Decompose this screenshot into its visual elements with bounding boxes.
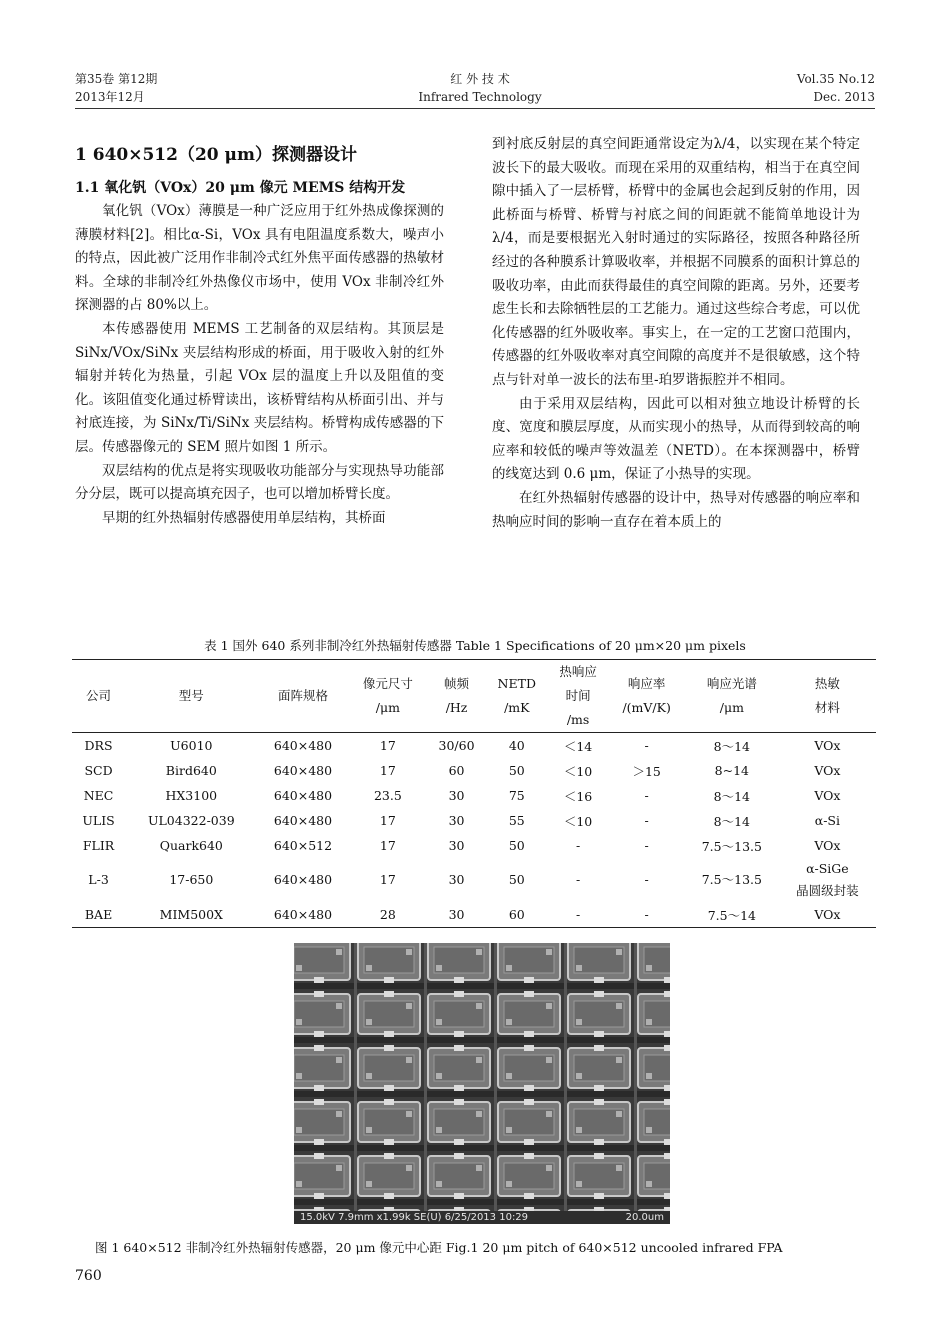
cell: ＞15 [632,763,661,779]
cell: - [575,907,581,922]
cell: 30 [448,838,465,853]
col-header-pixel: 像元尺寸 /μm [362,676,413,715]
table-row [72,833,876,858]
cell: 17 [379,872,396,887]
cell: VOx [814,838,841,853]
cell: - [644,907,649,922]
col-header-model: 型号 [178,688,204,703]
sem-parameters: 15.0kV 7.9mm x1.99k SE(U) 6/25/2013 10:29 [300,1212,529,1223]
page-number: 760 [75,1268,102,1284]
issue-date: 2013年12月 [75,90,145,104]
figure-caption: 图 1 640×512 非制冷红外热辐射传感器，20 μm 像元中心距 Fig.1 20 μm pitch of 640×512 uncooled infrared FPA [95,1240,783,1255]
cell: 640×480 [273,788,333,803]
table-row [72,902,876,928]
cell: 7.5～13.5 [701,872,762,887]
journal-volume-en [797,70,875,106]
cell: 75 [508,788,525,803]
col-header-company: 公司 [86,688,112,703]
cell: 8～14 [713,738,751,754]
sem-pixel-array-image [294,943,670,1211]
right-column [492,133,860,534]
cell: 640×480 [273,907,333,922]
cell: - [575,872,581,887]
cell: UL04322-039 [147,813,235,828]
paragraph: 在红外热辐射传感器的设计中，热导对传感器的响应率和热响应时间的影响一直存在着本质上的 [492,489,860,530]
cell: DRS [84,738,113,753]
cell: 17 [379,813,396,828]
sem-info-bar [294,1211,670,1224]
table-row [72,758,876,783]
cell: 640×480 [273,763,333,778]
cell: VOx [814,763,841,778]
cell: 640×480 [273,813,333,828]
cell: - [644,738,649,753]
scale-bar-label: 20.0um [625,1212,664,1223]
header-rule [75,108,875,109]
col-header-responsivity: 响应率 /(mV/K) [622,676,671,715]
cell: FLIR [82,838,115,853]
cell: 8～14 [713,813,751,829]
paragraph: 双层结构的优点是将实现吸收功能部分与实现热导功能部分分层，既可以提高填充因子，也可以增加桥臂长度。 [75,462,444,503]
cell: 17 [379,763,396,778]
cell: 7.5～13.5 [701,838,762,854]
issue-date-en: Dec. 2013 [813,90,875,104]
cell: - [644,872,649,887]
journal-name-cn: 红 外 技 术 [450,72,510,86]
cell: 8~14 [714,763,750,778]
paragraph: 由于采用双层结构，因此可以相对独立地设计桥臂的长度、宽度和膜层厚度，从而实现小的热导，从而得到较高的响应率和较低的噪声等效温差（NETD）。在本探测器中，桥臂的线宽达到 0.6 μm，保证了小热导的实现。 [492,395,860,483]
cell: - [644,813,649,828]
cell: 30 [448,813,465,828]
journal-name [330,70,630,106]
cell: - [644,838,649,853]
paragraph: 氧化钒（VOx）薄膜是一种广泛应用于红外热成像探测的薄膜材料[2]。相比α-Si，VOx 具有电阻温度系数大，噪声小的特点，因此被广泛用作非制冷式红外焦平面传感器的热敏材料。全球的非制冷红外热像仪市场中，使用 VOx 非制冷红外探测器的占 80%以上。 [75,203,444,314]
paragraph-continuation: 到衬底反射层的真空间距通常设定为λ/4，以实现在某个特定波长下的最大吸收。而现在采用的双重结构，相当于在真空间隙中插入了一层桥臂，桥臂中的金属也会起到反射的作用，因此桥面与桥臂、桥臂与衬底之间的间距就不能简单地设计为λ/4，而是要根据光入射时通过的实际路径，按照各种路径所经过的各种膜系计算吸收率，并根据不同膜系的面积计算总的吸收功率，由此而获得最佳的真空间隙的距离。另外，还要考虑生长和去除牺牲层的工艺能力。通过这些综合考虑，可以优化传感器的红外吸收率。事实上，在一定的工艺窗口范围内，传感器的红外吸收率对真空间隙的高度并不是很敏感，这个特点与针对单一波长的法布里-珀罗谐振腔并不相同。 [492,136,860,388]
cell: ＜10 [563,763,593,779]
cell: 8～14 [713,788,751,804]
col-header-frame: 帧频 /Hz [444,676,470,715]
table-row [72,783,876,808]
cell: ＜10 [563,813,593,829]
paragraph: 本传感器使用 MEMS 工艺制备的双层结构。其顶层是 SiNx/VOx/SiNx 夹层结构形成的桥面，用于吸收入射的红外辐射并转化为热量，引起 VOx 层的温度上升以及阻值的变化。该阻值变化通过桥臂读出，该桥臂结构从桥面引出、并与衬底连接，为 SiNx/Ti/SiNx 夹层结构。桥臂构成传感器的下层。传感器像元的 SEM 照片如图 1 所示。 [75,320,444,455]
cell: 640×480 [273,872,333,887]
table-row [72,733,876,759]
cell: Quark640 [159,838,223,853]
cell: 30/60 [438,738,475,753]
table-caption: 表 1 国外 640 系列非制冷红外热辐射传感器 Table 1 Specifications of 20 μm×20 μm pixels [204,638,746,653]
table-row [72,808,876,833]
cell: 17 [379,738,396,753]
left-column [75,200,444,530]
cell: 60 [508,907,525,922]
paragraph: 早期的红外热辐射传感器使用单层结构，其桥面 [102,509,386,526]
cell: 640×512 [273,838,333,853]
cell: α-SiGe 晶圆级封装 [796,861,859,898]
cell: 28 [379,907,396,922]
cell: VOx [814,738,841,753]
col-header-netd: NETD /mK [497,676,536,715]
cell: 40 [508,738,525,753]
cell: α-Si [814,813,840,828]
cell: 7.5～14 [707,907,756,923]
cell: 50 [508,872,525,887]
table-header-row [72,660,876,733]
cell: SCD [84,763,113,778]
volume-issue: 第35卷 第12期 [75,72,158,86]
col-header-spectrum: 响应光谱 /μm [706,676,757,715]
cell: Bird640 [165,763,217,778]
cell: - [575,838,581,853]
cell: L-3 [88,872,109,887]
cell: 17 [379,838,396,853]
cell: NEC [83,788,114,803]
section-title: 1 640×512（20 μm）探测器设计 [75,145,357,165]
cell: 640×480 [273,738,333,753]
cell: ＜14 [563,738,593,754]
spec-table [72,659,876,928]
cell: 23.5 [373,788,402,803]
cell: 50 [508,763,525,778]
cell: HX3100 [165,788,218,803]
cell: 30 [448,788,465,803]
sem-micrograph [294,943,670,1224]
cell: - [644,788,649,803]
cell: VOx [814,788,841,803]
cell: 17-650 [169,872,214,887]
table-row [72,858,876,902]
cell: 30 [448,872,465,887]
cell: MIM500X [159,907,223,922]
cell: 60 [448,763,465,778]
col-header-response-time: 热响应 时间 /ms [559,664,597,727]
cell: 30 [448,907,465,922]
cell: U6010 [170,738,213,753]
journal-name-en: Infrared Technology [418,90,542,104]
cell: 50 [508,838,525,853]
col-header-array: 面阵规格 [277,688,328,703]
subsection-title: 1.1 氧化钒（VOx）20 μm 像元 MEMS 结构开发 [75,180,406,196]
journal-volume-issue [75,70,157,106]
col-header-material: 热敏 材料 [814,676,840,715]
cell: VOx [814,907,841,922]
cell: ＜16 [563,788,593,804]
cell: 55 [508,813,525,828]
cell: BAE [84,907,113,922]
volume-issue-en: Vol.35 No.12 [796,72,875,86]
cell: ULIS [82,813,115,828]
